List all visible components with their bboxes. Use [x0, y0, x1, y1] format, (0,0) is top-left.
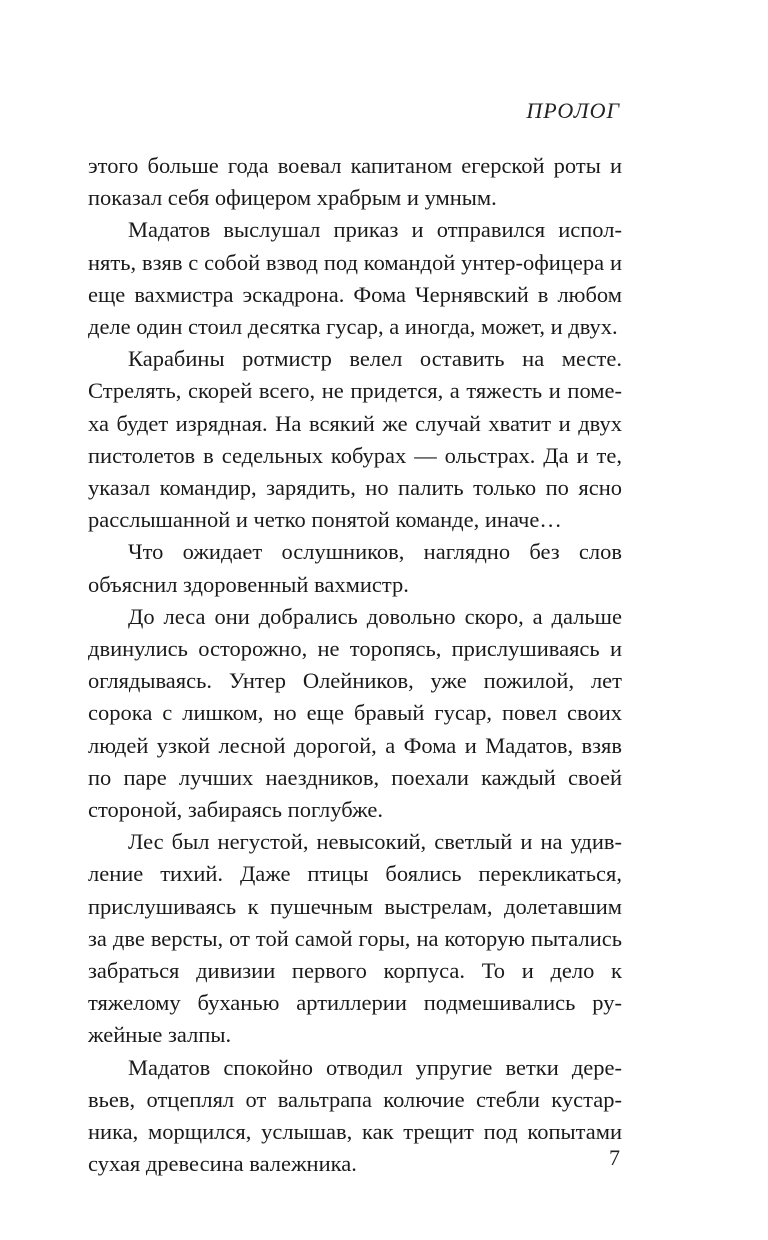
paragraph: этого больше года воевал капитаном егерской роты и показал себя офицером храбрым и умным.: [88, 153, 622, 211]
paragraph: Лес был негустой, невысокий, светлый и на удивление тихий. Даже птицы боялись перекликаться, прислушиваясь к пушечным выстрелам, долетавшим за две версты, от той самой горы, на которую пытались забраться дивизии первого корпуса. То и дело к тяжелому буханью артиллерии подмешивались ружейные залпы.: [88, 829, 622, 1048]
paragraph: До леса они добрались довольно скоро, а дальше двинулись осторожно, не торопясь, прислушиваясь и оглядываясь. Унтер Олейников, уже пожилой, лет сорока с лишком, но еще бравый гусар, повел своих людей узкой лесной дорогой, а Фома и Мадатов, взяв по паре лучших наездников, поехали каждый своей стороной, забираясь поглубже.: [88, 603, 622, 823]
running-head: ПРОЛОГ: [526, 98, 620, 123]
paragraph: Карабины ротмистр велел оставить на месте. Стрелять, скорей всего, не придется, а тяжесть и помеха будет изрядная. На всякий же случай хватит и двух пистолетов в седельных кобурах — ольстрах. Да и те, указал командир, зарядить, но палить только по ясно расслышанной и четко понятой команде, иначе…: [88, 346, 622, 533]
paragraph: Мадатов выслушал приказ и отправился исполнять, взяв с собой взвод под командой унтер-офицера и еще вахмистра эскадрона. Фома Чернявский в любом деле один стоил десятка гусар, а иногда, может, и двух.: [88, 217, 622, 340]
paragraph: Мадатов спокойно отводил упругие ветки деревьев, отцеплял от вальтрапа колючие стебли кустарника, морщился, услышав, как трещит под копытами сухая древесина валежника.: [88, 1054, 622, 1177]
body-text: [88, 150, 622, 1181]
page-number: 7: [609, 1145, 620, 1170]
paragraph: Что ожидает ослушников, наглядно без слов объяснил здоровенный вахмистр.: [88, 539, 622, 597]
